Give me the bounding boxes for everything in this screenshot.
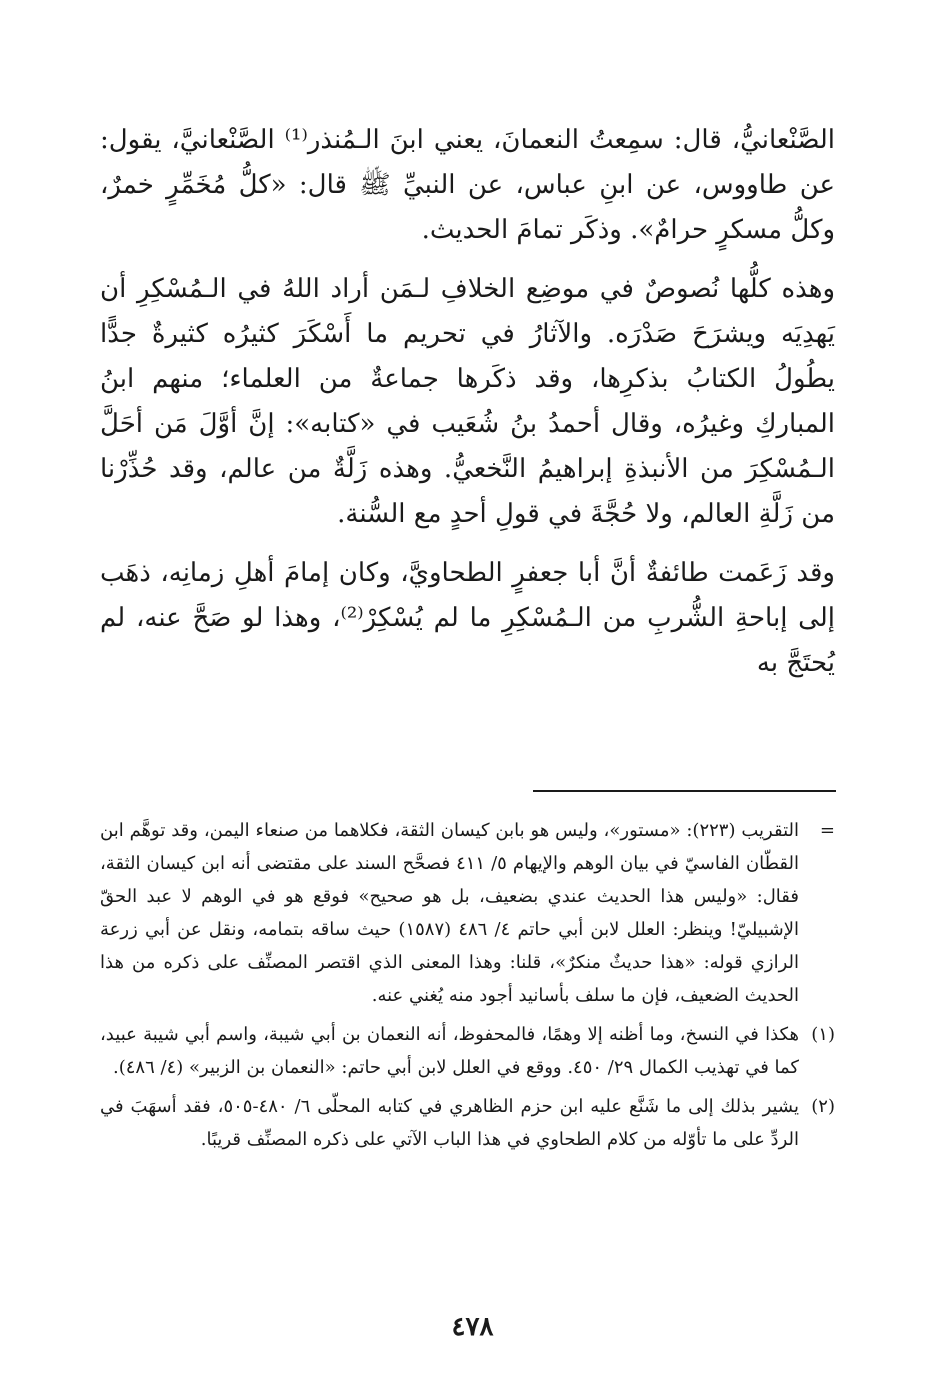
footnote-1	[100, 1018, 835, 1084]
footnote-marker: (٢)	[811, 1096, 835, 1117]
main-paragraph-1: الصَّنْعانيُّ، قال: سمِعتُ النعمانَ، يعني ابنَ الـمُنذر⁽¹⁾ الصَّنْعانيَّ، يقول: عن طاووس، عن ابنِ عباس، عن النبيِّ ﷺ قال: «كلُّ مُخَمِّرٍ خمرٌ، وكلُّ مسكرٍ حرامٌ». وذكَر تمامَ الحديث.	[100, 125, 836, 245]
main-paragraph-2: وهذه كلُّها نُصوصٌ في موضِع الخلافِ لـمَن أراد اللهُ في الـمُسْكِرِ أن يَهدِيَه ويشرَحَ صَدْرَه. والآثارُ في تحريم ما أَسْكَرَ كثيرُه كثيرةٌ جدًّا يطُولُ الكتابُ بذكرِها، وقد ذكَرها جماعةٌ من العلماء؛ منهم ابنُ المباركِ وغيرُه، وقال أحمدُ بنُ شُعَيب في «كتابه»: إنَّ أوَّلَ مَن أحَلَّ الـمُسْكِرَ من الأنبذةِ إبراهيمُ النَّخعيُّ. وهذه زَلَّةٌ من عالم، وقد حُذِّرْنا من زَلَّةِ العالم، ولا حُجَّةَ في قولِ أحدٍ مع السُّنة.	[100, 274, 835, 529]
footnotes	[100, 814, 835, 1162]
page-number: ٤٧٨	[451, 1312, 494, 1342]
footnote-text: يشير بذلك إلى ما شَنَّع عليه ابن حزم الظاهري في كتابه المحلّى ٦/ ٤٨٠-٥٠٥، فقد أسهَبَ في الردِّ على ما تأوّله من كلام الطحاوي في هذا الباب الآتي على ذكره المصنِّف قريبًا.	[100, 1096, 799, 1150]
footnote-marker: (١)	[811, 1024, 835, 1045]
footnote-separator	[533, 790, 836, 792]
footnote-2	[100, 1090, 835, 1156]
footnote-continued	[100, 814, 835, 1012]
main-text	[100, 118, 835, 700]
main-paragraph-3: وقد زَعَمت طائفةٌ أنَّ أبا جعفرٍ الطحاويَّ، وكان إمامَ أهلِ زمانِه، ذهَب إلى إباحةِ الشُّربِ من الـمُسْكِرِ ما لم يُسْكِرْ⁽²⁾، وهذا لو صَحَّ عنه، لم يُحتَجَّ به	[100, 558, 835, 678]
footnote-text: التقريب (٢٢٣): «مستور»، وليس هو بابن كيسان الثقة، فكلاهما من صنعاء اليمن، وقد توهَّم ابن القطّان الفاسيّ في بيان الوهم والإيهام ٥/ ٤١١ فصحَّح السند على مقتضى أنه ابن كيسان الثقة، فقال: «وليس هذا الحديث عندي بضعيف، بل هو صحيح» فوقع هو في الوهم لا عبد الحقّ الإشبيليّ! وينظر: العلل لابن أبي حاتم ٤/ ٤٨٦ (١٥٨٧) حيث ساقه بتمامه، ونقل عن أبي زرعة الرازي قوله: «هذا حديثٌ منكرٌ»، قلنا: وهذا المعنى الذي اقتصر المصنِّف على ذكره من هذا الحديث الضعيف، فإن ما سلف بأسانيد أجود منه يُغني عنه.	[100, 820, 800, 1006]
footnote-marker: =	[819, 820, 835, 841]
footnote-text: هكذا في النسخ، وما أظنه إلا وهمًا، فالمحفوظ، أنه النعمان بن أبي شيبة، واسم أبي شيبة عبيد، كما في تهذيب الكمال ٢٩/ ٤٥٠. ووقع في العلل لابن أبي حاتم: «النعمان بن الزبير» (٤/ ٤٨٦).	[100, 1024, 799, 1078]
